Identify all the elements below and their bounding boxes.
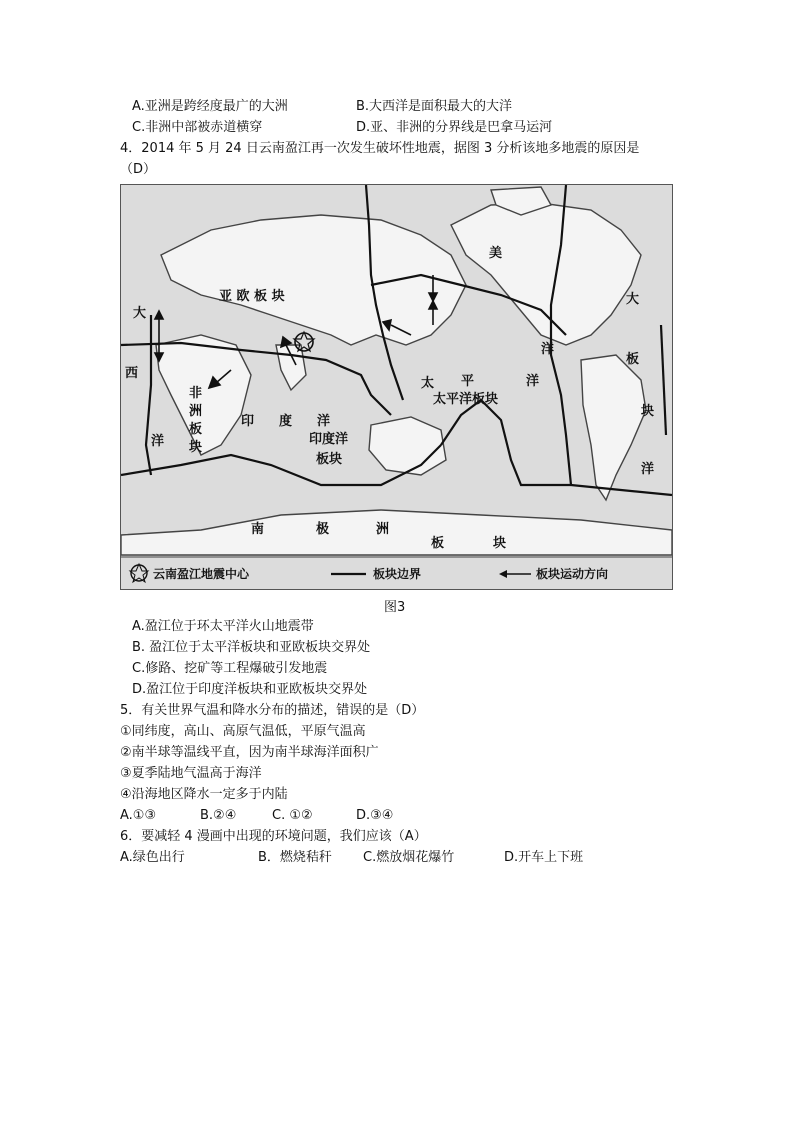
label-antarctic-1: 南	[251, 522, 265, 537]
q5-item-3: ③夏季陆地气温高于海洋	[120, 766, 262, 781]
q5-item-4: ④沿海地区降水一定多于内陆	[120, 787, 288, 802]
label-africa-1: 非	[189, 386, 203, 401]
label-antarctic-4: 板	[431, 536, 445, 551]
figure-caption: 图3	[384, 600, 406, 615]
q4-option-c: C.修路、挖矿等工程爆破引发地震	[132, 661, 328, 676]
label-america-ban: 板	[626, 352, 640, 367]
label-yin: 印	[241, 414, 255, 429]
q4-answer: （D）	[120, 162, 157, 177]
q3-option-c: C.非洲中部被赤道横穿	[132, 120, 263, 135]
q5-stem: 5．有关世界气温和降水分布的描述，错误的是（D）	[120, 703, 425, 718]
label-america-yang: 洋	[641, 462, 655, 477]
label-du: 度	[279, 414, 293, 429]
q3-option-b: B.大西洋是面积最大的大洋	[356, 99, 513, 114]
label-yang-west: 洋	[151, 434, 165, 449]
legend-arrow-icon	[499, 570, 531, 578]
label-africa-3: 板	[189, 422, 203, 437]
label-america-mei: 美	[489, 246, 503, 261]
label-yang-indian: 洋	[317, 414, 331, 429]
label-indian-plate-1: 印度洋	[309, 432, 349, 447]
q5-option-b: B.②④	[200, 808, 237, 823]
q6-option-c: C.燃放烟花爆竹	[363, 850, 455, 865]
q4-option-d: D.盈江位于印度洋板块和亚欧板块交界处	[132, 682, 368, 697]
label-eurasia-plate: 亚 欧 板 块	[219, 289, 285, 304]
label-america-kuai: 块	[641, 404, 655, 419]
continents	[121, 187, 672, 555]
q6-option-a: A.绿色出行	[120, 850, 185, 865]
legend-direction-label: 板块运动方向	[536, 567, 609, 581]
label-antarctic-5: 块	[493, 536, 507, 551]
legend-epicenter-icon	[130, 564, 148, 582]
q4-option-a: A.盈江位于环太平洋火山地震带	[132, 619, 314, 634]
q6-option-d: D.开车上下班	[504, 850, 584, 865]
q5-option-d: D.③④	[356, 808, 394, 823]
q5-item-2: ②南半球等温线平直，因为南半球海洋面积广	[120, 745, 379, 760]
label-yang-south: 洋	[541, 342, 555, 357]
label-west: 西	[125, 366, 139, 381]
map-legend	[121, 557, 672, 582]
yingjiang-epicenter-icon	[294, 332, 314, 351]
q5-item-1: ①同纬度，高山、高原气温低，平原气温高	[120, 724, 366, 739]
q4-stem: 4．2014 年 5 月 24 日云南盈江再一次发生破坏性地震，据图 3 分析该地多地震的原因是	[120, 141, 640, 156]
q5-option-a: A.①③	[120, 808, 157, 823]
q3-option-d: D.亚、非洲的分界线是巴拿马运河	[356, 120, 553, 135]
label-pacific-plate: 太平洋板块	[433, 392, 499, 407]
q5-option-c: C. ①②	[272, 808, 313, 823]
q3-option-a: A.亚洲是跨经度最广的大洲	[132, 99, 288, 114]
plate-tectonics-map	[120, 184, 673, 590]
label-yang-pacific: 洋	[526, 374, 540, 389]
label-america-da: 大	[626, 292, 640, 307]
q6-option-b: B．燃烧秸秆	[258, 850, 332, 865]
label-tai: 太	[421, 376, 435, 391]
q6-stem: 6．要减轻 4 漫画中出现的环境问题，我们应该（A）	[120, 829, 427, 844]
label-africa-2: 洲	[189, 404, 203, 419]
label-indian-plate-2: 板块	[316, 452, 343, 467]
legend-epicenter-label: 云南盈江地震中心	[153, 567, 250, 581]
label-ping: 平	[461, 374, 475, 389]
label-da-west: 大	[133, 306, 147, 321]
q4-option-b: B. 盈江位于太平洋板块和亚欧板块交界处	[132, 640, 371, 655]
label-africa-4: 块	[189, 440, 203, 455]
legend-boundary-label: 板块边界	[373, 567, 422, 581]
label-antarctic-3: 洲	[376, 522, 390, 537]
label-antarctic-2: 极	[316, 522, 330, 537]
